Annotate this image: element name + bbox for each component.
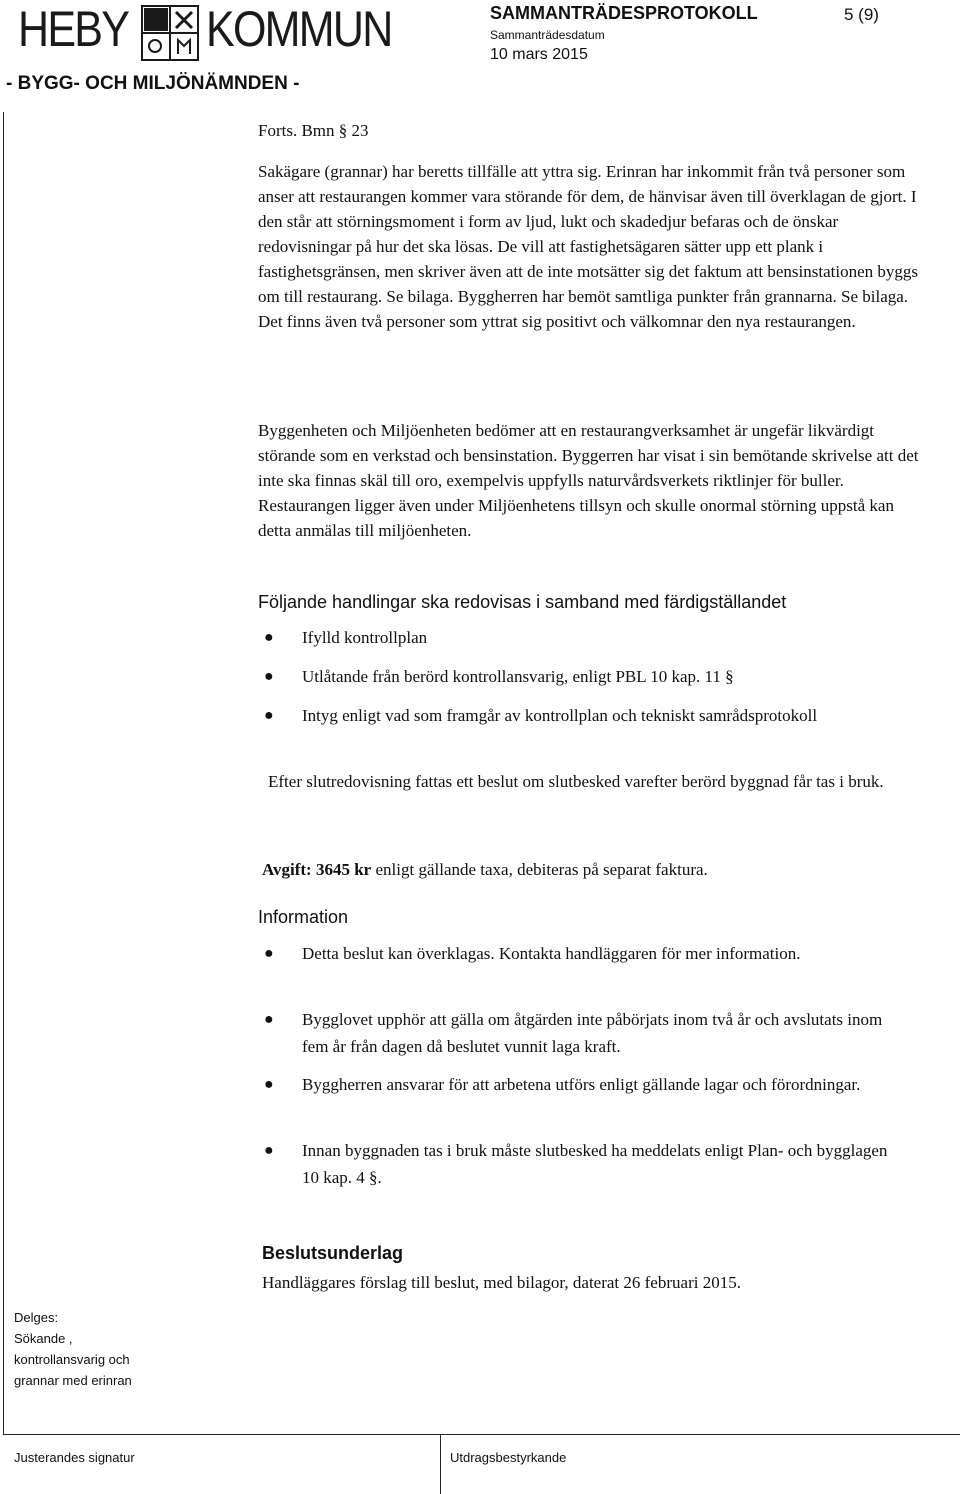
logo-kommun: KOMMUN — [206, 1, 392, 57]
delges-label: Delges: — [14, 1310, 59, 1325]
left-margin-rule — [3, 112, 4, 1435]
recipient: Sökande , — [14, 1331, 73, 1346]
logo-heby: HEBY — [18, 1, 129, 57]
documents-heading: Följande handlingar ska redovisas i samband med färdigställandet — [258, 592, 787, 612]
protocol-title: SAMMANTRÄDESPROTOKOLL — [490, 3, 758, 23]
paragraph-assessment: Byggenheten och Miljöenheten bedömer att en restaurangverksamhet är ungefär likvärdigt störande som en verkstad och bensinstation. Byggerren har visat i sin bemötande skrivelse att det inte ska finnas skäl till oro, exempelvis uppfylls naturvårdsverkets riktlinjer för buller. Restaurangen ligger även under Miljöenhetens tillsyn och skulle onormal störning uppstå kan detta anmälas till miljöenheten. — [258, 421, 919, 540]
basis-heading: Beslutsunderlag — [262, 1243, 404, 1263]
list-item — [264, 624, 904, 651]
basis-text: Handläggares förslag till beslut, med bilagor, daterat 26 februari 2015. — [262, 1273, 741, 1292]
list-item-text: Intyg enligt vad som framgår av kontrollplan och tekniskt samrådsprotokoll — [302, 706, 818, 725]
list-item-text: Detta beslut kan överklagas. Kontakta handläggaren för mer information. — [302, 944, 801, 963]
recipient: kontrollansvarig och — [14, 1352, 130, 1367]
fee-line — [262, 856, 942, 883]
date-label: Sammanträdesdatum — [490, 28, 605, 42]
bullet-icon: ● — [264, 629, 274, 646]
bullet-icon: ● — [264, 1011, 274, 1028]
footer-rule — [3, 1434, 960, 1435]
list-item — [264, 663, 904, 690]
list-item — [264, 1071, 904, 1125]
list-item-text: Innan byggnaden tas i bruk måste slutbesked ha meddelats enligt Plan- och bygglagen 10 kap. 4 §. — [302, 1141, 888, 1187]
list-item — [264, 1006, 904, 1060]
certification-label: Utdragsbestyrkande — [450, 1450, 567, 1465]
bullet-icon: ● — [264, 668, 274, 685]
paragraph-neighbors: Sakägare (grannar) har beretts tillfälle att yttra sig. Erinran har inkommit från två personer som anser att restaurangen kommer vara störande för dem, de hänvisar även till överklagan de gjort. I den står att störningsmoment i form av ljud, lukt och skadedjur befaras och de önskar redovisningar på hur det ska lösas. De vill att fastighetsägaren sätter upp ett plank i fastighetsgränsen, men skriver även att de inte motsätter sig det faktum att bensinstationen byggs om till restaurang. Se bilaga. Byggherren har bemöt samtliga punkter från grannarna. Se bilaga. Det finns även två personer som yttrat sig positivt och välkomnar den nya restaurangen. — [258, 162, 919, 331]
bullet-icon: ● — [264, 1142, 274, 1159]
section-reference: Forts. Bmn § 23 — [258, 121, 369, 140]
footer-divider — [440, 1434, 441, 1494]
department-name: - BYGG- OCH MILJÖNÄMNDEN - — [6, 73, 300, 94]
list-item — [264, 702, 904, 756]
meeting-date: 10 mars 2015 — [490, 46, 588, 63]
list-item-text: Bygglovet upphör att gälla om åtgärden inte påbörjats inom två år och avslutats inom fem år från dagen då beslutet vunnit laga kraft. — [302, 1010, 883, 1056]
after-documents-text: Efter slutredovisning fattas ett beslut om slutbesked varefter berörd byggnad får tas i bruk. — [268, 772, 884, 791]
page-number: 5 (9) — [844, 5, 879, 24]
recipient: grannar med erinran — [14, 1373, 132, 1388]
information-heading: Information — [258, 907, 349, 927]
list-item-text: Byggherren ansvarar för att arbetena utförs enligt gällande lagar och förordningar. — [302, 1075, 861, 1094]
fee-text: enligt gällande taxa, debiteras på separat faktura. — [371, 860, 708, 879]
bullet-icon: ● — [264, 1076, 274, 1093]
list-item — [264, 1137, 904, 1191]
distribution-list — [14, 1307, 214, 1391]
list-item-text: Utlåtande från berörd kontrollansvarig, enligt PBL 10 kap. 11 § — [302, 667, 734, 686]
list-item-text: Ifylld kontrollplan — [302, 628, 428, 647]
coat-of-arms-icon — [140, 4, 200, 62]
bullet-icon: ● — [264, 707, 274, 724]
fee-label: Avgift: 3645 kr — [262, 860, 372, 879]
signature-label: Justerandes signatur — [14, 1450, 135, 1465]
bullet-icon: ● — [264, 945, 274, 962]
list-item — [264, 940, 904, 994]
